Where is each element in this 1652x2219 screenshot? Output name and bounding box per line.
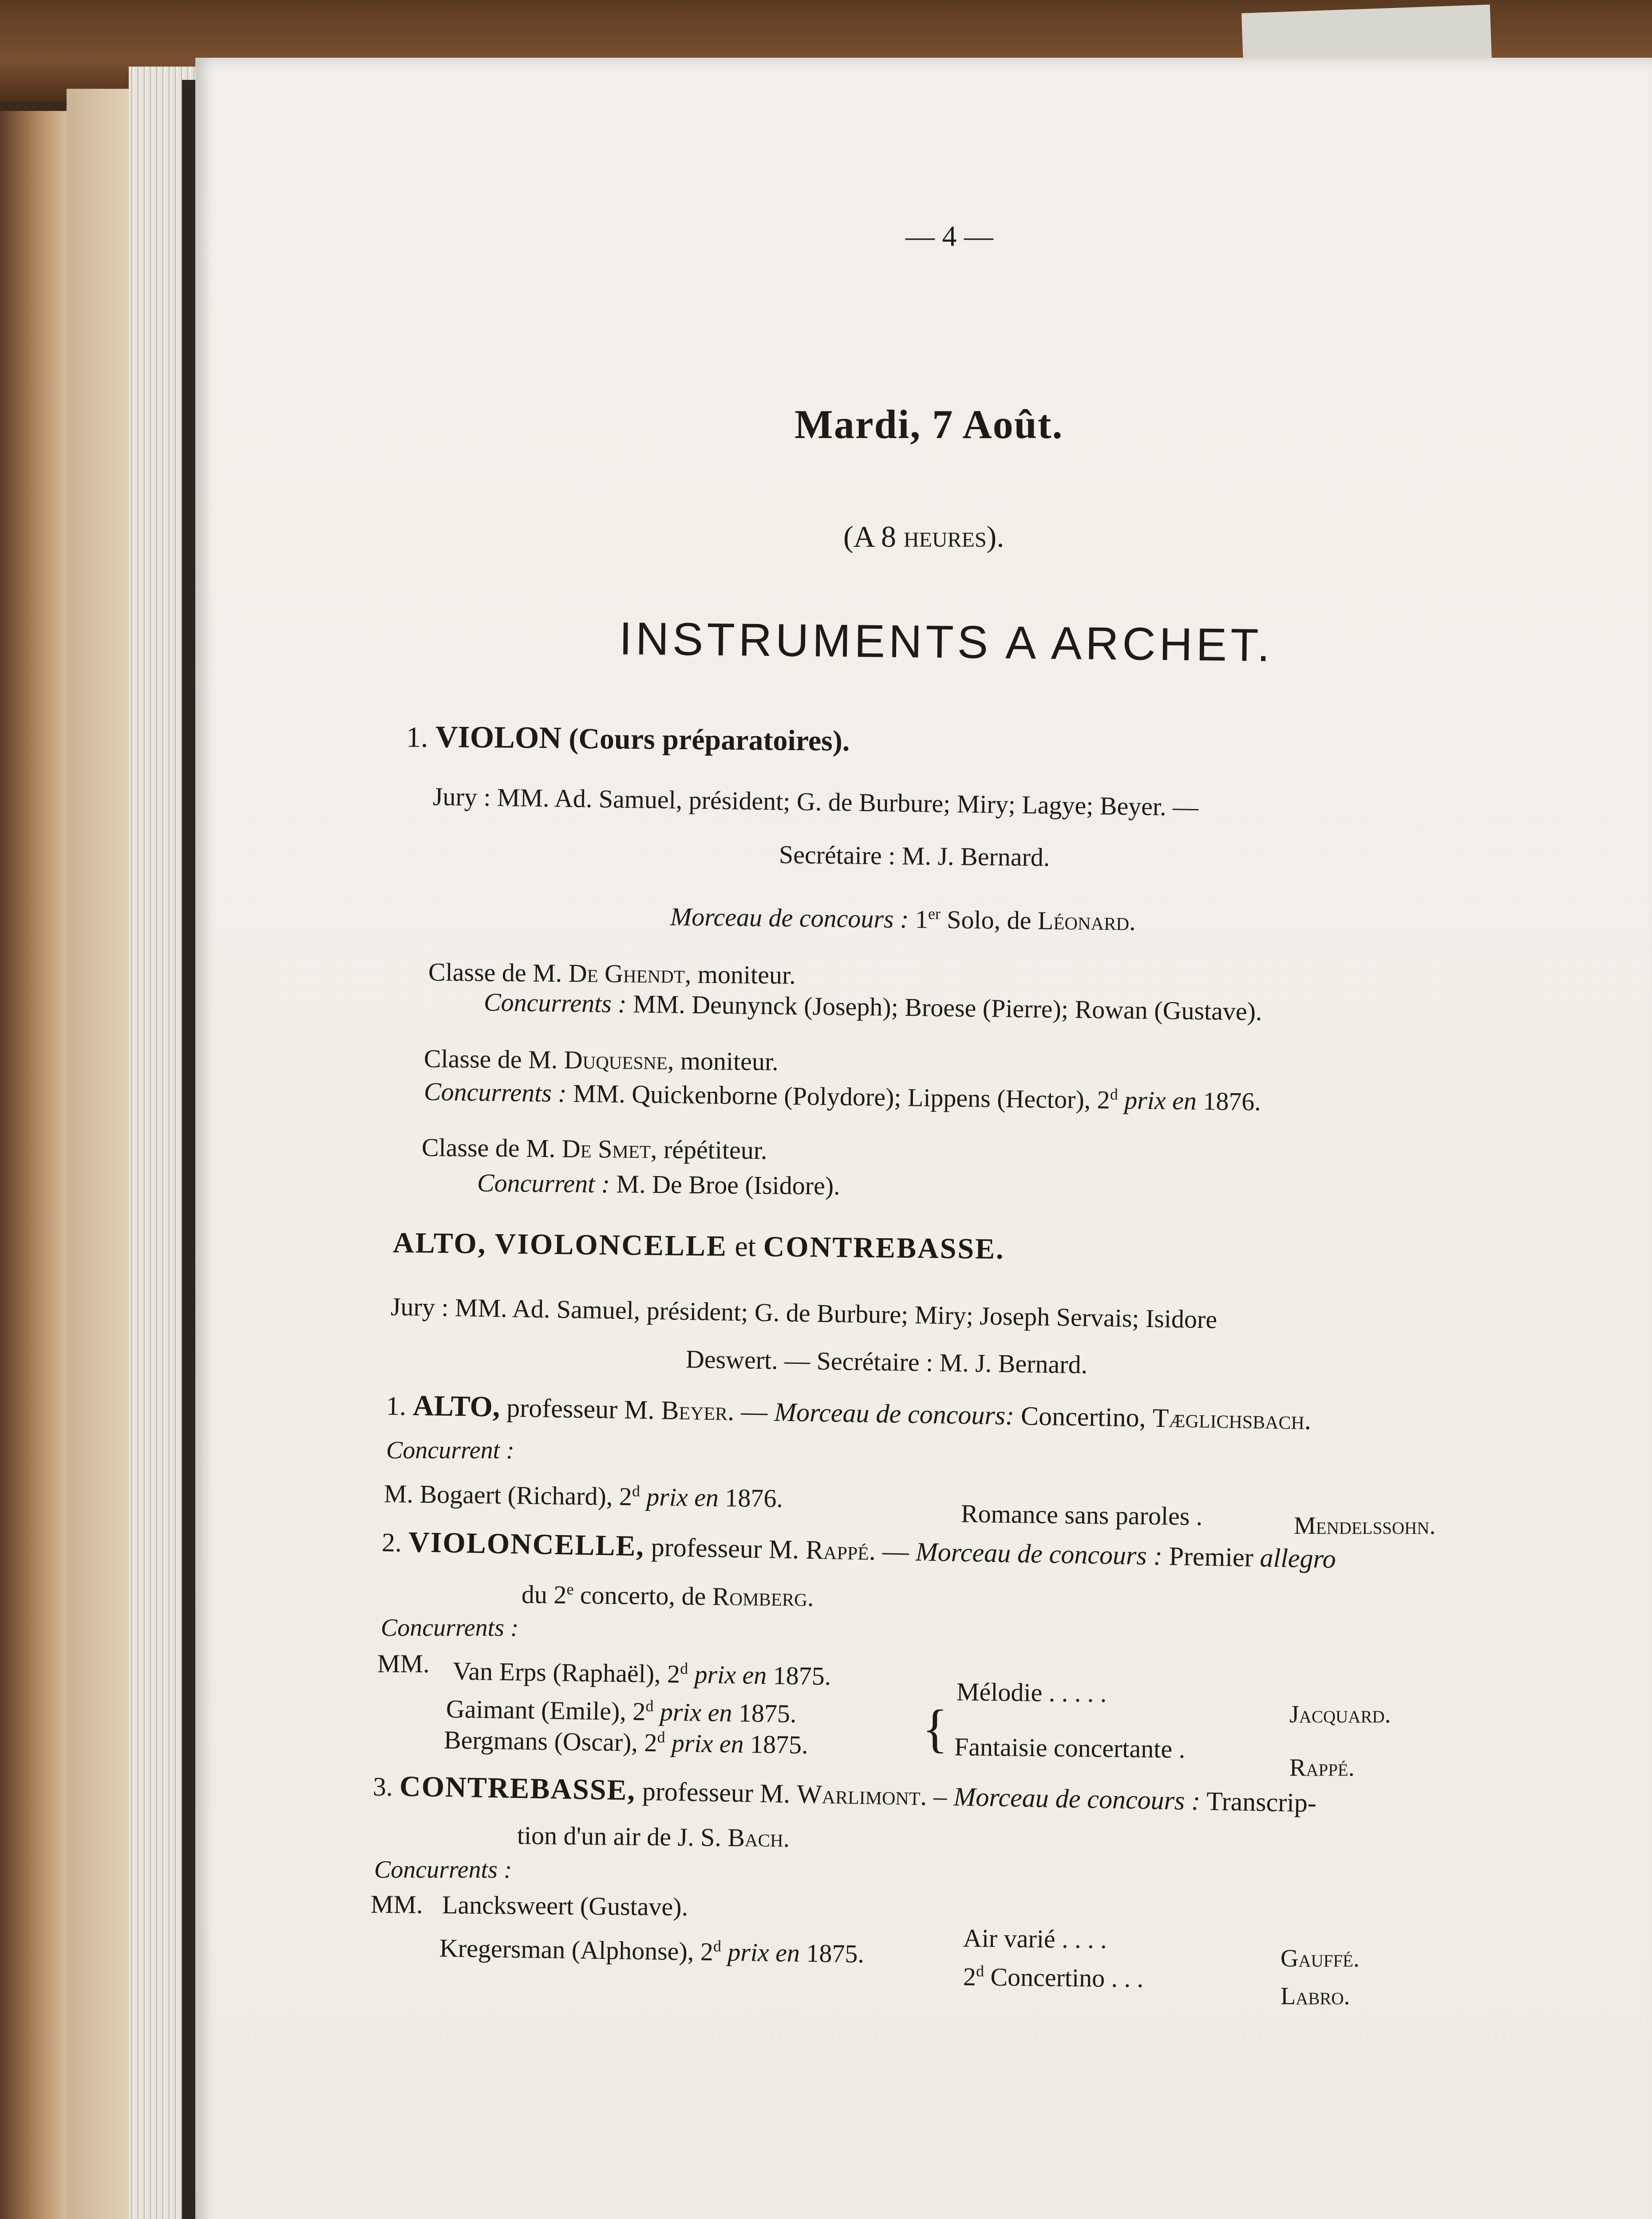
alto-composer-2: Mendelssohn. [1294, 1512, 1436, 1540]
violoncelle-morceau-label: Morceau de concours : [915, 1537, 1163, 1571]
violon-morceau [670, 903, 1136, 935]
alto-morceau-label: Morceau de concours: [774, 1397, 1015, 1430]
class-role: moniteur. [697, 959, 796, 990]
violoncelle-title: VIOLONCELLE, [408, 1526, 645, 1563]
violon-class-3-concurrents [477, 1170, 840, 1199]
alto-professor-name: Beyer. [661, 1395, 735, 1426]
contrebasse-student-1: Lancksweert (Gustave). [442, 1890, 688, 1922]
piece-sup: d [976, 1962, 984, 1980]
alto-piece-2: Romance sans paroles . [960, 1499, 1203, 1531]
prize-sup: d [657, 1728, 665, 1746]
contrebasse-professor-label: professeur M. [642, 1777, 790, 1808]
violon-class-2 [424, 1046, 779, 1075]
contrebasse-composer-2: Labro. [1280, 1982, 1350, 2010]
section-title: INSTRUMENTS A ARCHET. [619, 613, 1274, 671]
class-role: moniteur. [680, 1046, 779, 1076]
contrebasse-title: CONTREBASSE, [399, 1770, 636, 1807]
violoncelle-composer-2: Rappé. [1289, 1754, 1355, 1781]
alto-professor-label: professeur M. [506, 1393, 655, 1425]
concurrents-names: M. De Broe (Isidore). [616, 1169, 841, 1200]
student-name: Bergmans (Oscar), 2 [443, 1725, 657, 1757]
contrebasse-professor-name: Warlimont. [796, 1779, 928, 1811]
concurrents-label: Concurrents : [423, 1077, 567, 1108]
alto-jury-line1: Jury : MM. Ad. Samuel, président; G. de Burbure; Miry; Joseph Servais; Isidore [390, 1292, 1217, 1334]
contrebasse-composer-1: Gauffé. [1280, 1945, 1360, 1972]
alto-concurrent-label: Concurrent : [386, 1437, 514, 1464]
concurrents-label: Concurrent : [477, 1168, 610, 1199]
contrebasse-piece-1: Air varié . . . . [963, 1923, 1107, 1954]
violon-number: 1. [406, 721, 428, 754]
violoncelle-composer-1: Jacquard. [1289, 1701, 1391, 1728]
morceau-sup: er [928, 904, 941, 923]
contrebasse-composer: Bach. [727, 1823, 790, 1853]
violoncelle-concurrents-label: Concurrents : [381, 1614, 519, 1642]
class-teacher: Duquesne, [564, 1045, 674, 1075]
date-heading: Mardi, 7 Août. [794, 402, 1063, 447]
alto-section-heading [393, 1228, 1005, 1264]
student-name: Kregersman (Alphonse), 2 [439, 1933, 714, 1966]
violoncelle-professor-name: Rappé. [805, 1535, 876, 1566]
violoncelle-dash: — [882, 1536, 909, 1566]
student-name: Van Erps (Raphaël), 2 [452, 1656, 680, 1689]
morceau-composer: Léonard. [1037, 906, 1136, 936]
violoncelle-mm: MM. [377, 1649, 430, 1678]
violoncelle-number: 2. [381, 1528, 402, 1558]
contrebasse-student-1-row [371, 1891, 688, 1920]
violoncelle-line2-b: concerto, de [580, 1580, 706, 1611]
time-subheading: (A 8 heures). [843, 520, 1004, 553]
contrebasse-line2-a: tion d'un air de J. S. [517, 1820, 722, 1852]
violoncelle-line2-sup: e [566, 1580, 574, 1598]
prize-year: 1876. [1203, 1086, 1261, 1116]
morceau-piece: Solo, de [947, 905, 1032, 935]
alto-section-title: ALTO, VIOLONCELLE [392, 1226, 728, 1263]
piece-title: Concertino . . . [990, 1962, 1144, 1993]
contrebasse-mm: MM. [370, 1889, 423, 1919]
prize-year: 1875. [806, 1939, 865, 1969]
violoncelle-student-2 [446, 1695, 797, 1726]
violon-jury-line2: Secrétaire : M. J. Bernard. [779, 840, 1050, 872]
contrebasse-line2 [517, 1820, 790, 1853]
alto-section-et: et [735, 1230, 756, 1263]
violoncelle-line2-a: du 2 [521, 1579, 567, 1609]
violoncelle-piece-2: Fantaisie concertante . [954, 1732, 1186, 1764]
violon-class-1 [428, 959, 796, 988]
prize-sup: d [632, 1482, 640, 1500]
violon-jury-line1: Jury : MM. Ad. Samuel, président; G. de Burbure; Miry; Lagye; Beyer. — [432, 782, 1199, 822]
violoncelle-professor-label: professeur M. [651, 1532, 799, 1564]
class-teacher: De Ghendt, [568, 959, 692, 989]
alto-piece: Concertino, [1020, 1401, 1146, 1433]
violon-subtitle: (Cours préparatoires). [569, 722, 850, 758]
concurrents-names: MM. Quickenborne (Polydore); Lippens (Hector), 2 [573, 1078, 1111, 1114]
class-label: Classe de M. [428, 957, 562, 988]
alto-section-title-2: CONTREBASSE. [763, 1230, 1005, 1266]
alto-dash: — [740, 1397, 768, 1427]
prize-year: 1875. [750, 1729, 809, 1760]
prize-sup: d [713, 1937, 722, 1955]
prize-text: prix en [660, 1697, 732, 1727]
violon-title: VIOLON [435, 720, 562, 755]
alto-student-name: M. Bogaert (Richard), 2 [383, 1479, 632, 1511]
alto-number: 1. [386, 1391, 407, 1421]
prize-sup: d [645, 1697, 654, 1715]
page-gutter [182, 80, 195, 2219]
prize-sup: d [680, 1659, 688, 1678]
concurrents-names: MM. Deunynck (Joseph); Broese (Pierre); Rowan (Gustave). [632, 989, 1262, 1026]
alto-composer: Tæglichsbach. [1152, 1403, 1312, 1435]
prize-year: 1875. [738, 1698, 797, 1728]
alto-title: ALTO, [412, 1389, 500, 1423]
violoncelle-student-1 [453, 1657, 831, 1689]
prize-text: prix en [1124, 1086, 1197, 1116]
alto-student [384, 1480, 783, 1512]
prize-year: 1875. [773, 1661, 831, 1691]
contrebasse-morceau-label: Morceau de concours : [953, 1782, 1201, 1816]
violoncelle-composer: Romberg. [712, 1582, 814, 1612]
violoncelle-piece-1: Mélodie . . . . . [956, 1677, 1107, 1708]
prize-text: prix en [727, 1937, 800, 1967]
contrebasse-student-2 [439, 1934, 865, 1967]
brace-glyph: { [922, 1699, 948, 1758]
student-name: Gaimant (Emile), 2 [446, 1694, 646, 1726]
violoncelle-piece: Premier [1169, 1541, 1254, 1572]
prize-sup: d [1110, 1085, 1118, 1103]
prize-text: prix en [694, 1659, 767, 1690]
violoncelle-line2 [522, 1581, 814, 1611]
prize-text: prix en [646, 1482, 719, 1512]
prize-text: prix en [671, 1728, 744, 1759]
contrebasse-number: 3. [372, 1772, 393, 1802]
concurrents-label: Concurrents : [483, 987, 627, 1019]
class-label: Classe de M. [423, 1044, 558, 1074]
morceau-num: 1 [915, 904, 929, 934]
contrebasse-dash: – [933, 1781, 948, 1812]
contrebasse-concurrents-label: Concurrents : [374, 1856, 512, 1883]
violoncelle-piece-tempo: allegro [1260, 1543, 1336, 1574]
alto-jury-line2: Deswert. — Secrétaire : M. J. Bernard. [685, 1344, 1088, 1379]
class-teacher: De Smet, [561, 1134, 657, 1164]
violoncelle-student-3 [444, 1726, 808, 1758]
page-number: — 4 — [905, 220, 993, 253]
violon-class-3 [422, 1135, 767, 1164]
violon-heading [406, 722, 850, 757]
contrebasse-piece-2 [963, 1963, 1144, 1992]
prize-year: 1876. [725, 1483, 783, 1513]
piece-num: 2 [963, 1962, 976, 1991]
morceau-label: Morceau de concours : [670, 902, 909, 934]
contrebasse-piece: Transcrip- [1206, 1786, 1317, 1818]
class-role: répétiteur. [663, 1135, 767, 1165]
class-label: Classe de M. [421, 1133, 556, 1163]
